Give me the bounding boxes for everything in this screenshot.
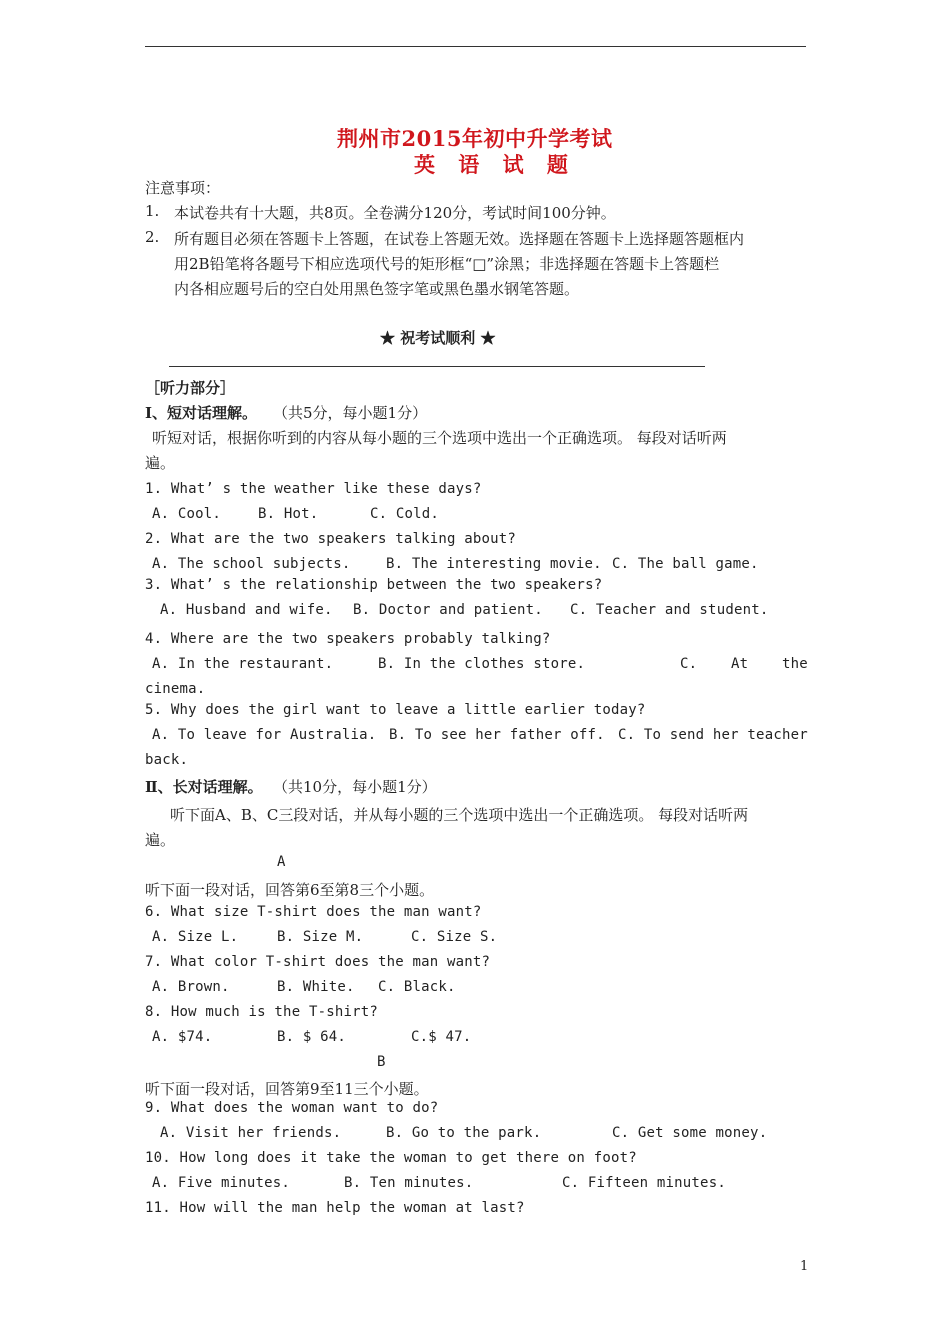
q4-option-c-label: C. (680, 656, 698, 672)
q8-option-b: B. $ 64. (277, 1029, 347, 1045)
notice-item2-num: 2. (145, 228, 160, 246)
q10-option-a: A. Five minutes. (152, 1175, 291, 1191)
q4-option-a: A. In the restaurant. (152, 656, 334, 672)
q3-option-b: B. Doctor and patient. (353, 602, 543, 618)
q9-question: 9. What does the woman want to do? (145, 1100, 439, 1116)
notice-item2-line2: 用2B铅笔将各题号下相应选项代号的矩形框“□”涂黑；非选择题在答题卡上答题栏 (174, 255, 720, 273)
q4-question: 4. Where are the two speakers probably talking? (145, 631, 551, 647)
q1-option-b: B. Hot. (258, 506, 319, 522)
q11-question: 11. How will the man help the woman at last? (145, 1200, 525, 1216)
q4-option-c-word2: the (782, 656, 808, 672)
q1-option-a: A. Cool. (152, 506, 222, 522)
notice-item2-line1: 所有题目必须在答题卡上答题，在试卷上答题无效。选择题在答题卡上选择题答题框内 (174, 230, 745, 248)
q4-option-c-word3: cinema. (145, 681, 206, 697)
q10-option-c: C. Fifteen minutes. (562, 1175, 726, 1191)
part1-title: Ⅰ、短对话理解。 (145, 404, 258, 422)
part2-intro-line2: 遍。 (145, 831, 176, 849)
notice-item2-line3: 内各相应题号后的空白处用黑色签字笔或黑色墨水钢笔答题。 (174, 280, 580, 298)
q9-option-c: C. Get some money. (612, 1125, 768, 1141)
part1-score: （共5分，每小题1分） (273, 404, 428, 422)
part2-score: （共10分，每小题1分） (273, 778, 437, 796)
exam-subtitle: 英 语 试 题 (414, 152, 576, 177)
q1-option-c: C. Cold. (370, 506, 440, 522)
q5-question: 5. Why does the girl want to leave a little earlier today? (145, 702, 646, 718)
q8-option-c: C.$ 47. (411, 1029, 472, 1045)
q2-option-c: C. The ball game. (612, 556, 759, 572)
section-a-label: A (277, 854, 286, 870)
section-a-intro: 听下面一段对话，回答第6至第8三个小题。 (145, 881, 435, 899)
q2-option-b: B. The interesting movie. (386, 556, 602, 572)
q5-option-c-continued: back. (145, 752, 189, 768)
good-luck-wish: ★ 祝考试顺利 ★ (380, 329, 496, 347)
section-b-intro: 听下面一段对话，回答第9至11三个小题。 (145, 1080, 429, 1098)
q7-question: 7. What color T-shirt does the man want? (145, 954, 491, 970)
q10-option-b: B. Ten minutes. (344, 1175, 474, 1191)
q8-question: 8. How much is the T-shirt? (145, 1004, 378, 1020)
listening-heading: ［听力部分］ (145, 379, 236, 397)
part2-title: Ⅱ、长对话理解。 (145, 778, 263, 796)
page-number: 1 (800, 1259, 809, 1274)
q9-option-a: A. Visit her friends. (160, 1125, 342, 1141)
part1-intro-line2: 遍。 (145, 454, 176, 472)
q3-question: 3. What’ s the relationship between the two speakers? (145, 577, 603, 593)
part2-intro-line1: 听下面A、B、C三段对话，并从每小题的三个选项中选出一个正确选项。 每段对话听两 (170, 806, 749, 824)
notice-item1-num: 1. (145, 202, 160, 220)
q3-option-a: A. Husband and wife. (160, 602, 333, 618)
q10-question: 10. How long does it take the woman to get there on foot? (145, 1150, 637, 1166)
exam-title: 荆州市2015年初中升学考试 (337, 126, 613, 151)
q6-option-b: B. Size M. (277, 929, 364, 945)
q2-question: 2. What are the two speakers talking about? (145, 531, 517, 547)
divider-rule (169, 366, 705, 367)
q5-option-b: B. To see her father off. (389, 727, 605, 743)
q7-option-c: C. Black. (378, 979, 456, 995)
q5-option-c: C. To send her teacher (618, 727, 808, 743)
q2-option-a: A. The school subjects. (152, 556, 351, 572)
part1-intro-line1: 听短对话，根据你听到的内容从每小题的三个选项中选出一个正确选项。 每段对话听两 (152, 429, 727, 447)
q9-option-b: B. Go to the park. (386, 1125, 542, 1141)
notice-heading: 注意事项： (145, 179, 221, 197)
notice-item1-text: 本试卷共有十大题，共8页。全卷满分120分，考试时间100分钟。 (174, 204, 616, 222)
top-rule (145, 46, 806, 47)
q6-option-c: C. Size S. (411, 929, 498, 945)
q5-option-a: A. To leave for Australia. (152, 727, 377, 743)
q7-option-b: B. White. (277, 979, 355, 995)
q4-option-c-word1: At (731, 656, 749, 672)
q4-option-b: B. In the clothes store. (378, 656, 586, 672)
q1-question: 1. What’ s the weather like these days? (145, 481, 482, 497)
q3-option-c: C. Teacher and student. (570, 602, 769, 618)
q7-option-a: A. Brown. (152, 979, 230, 995)
q6-option-a: A. Size L. (152, 929, 239, 945)
section-b-label: B (377, 1054, 386, 1070)
q8-option-a: A. $74. (152, 1029, 213, 1045)
q6-question: 6. What size T-shirt does the man want? (145, 904, 482, 920)
